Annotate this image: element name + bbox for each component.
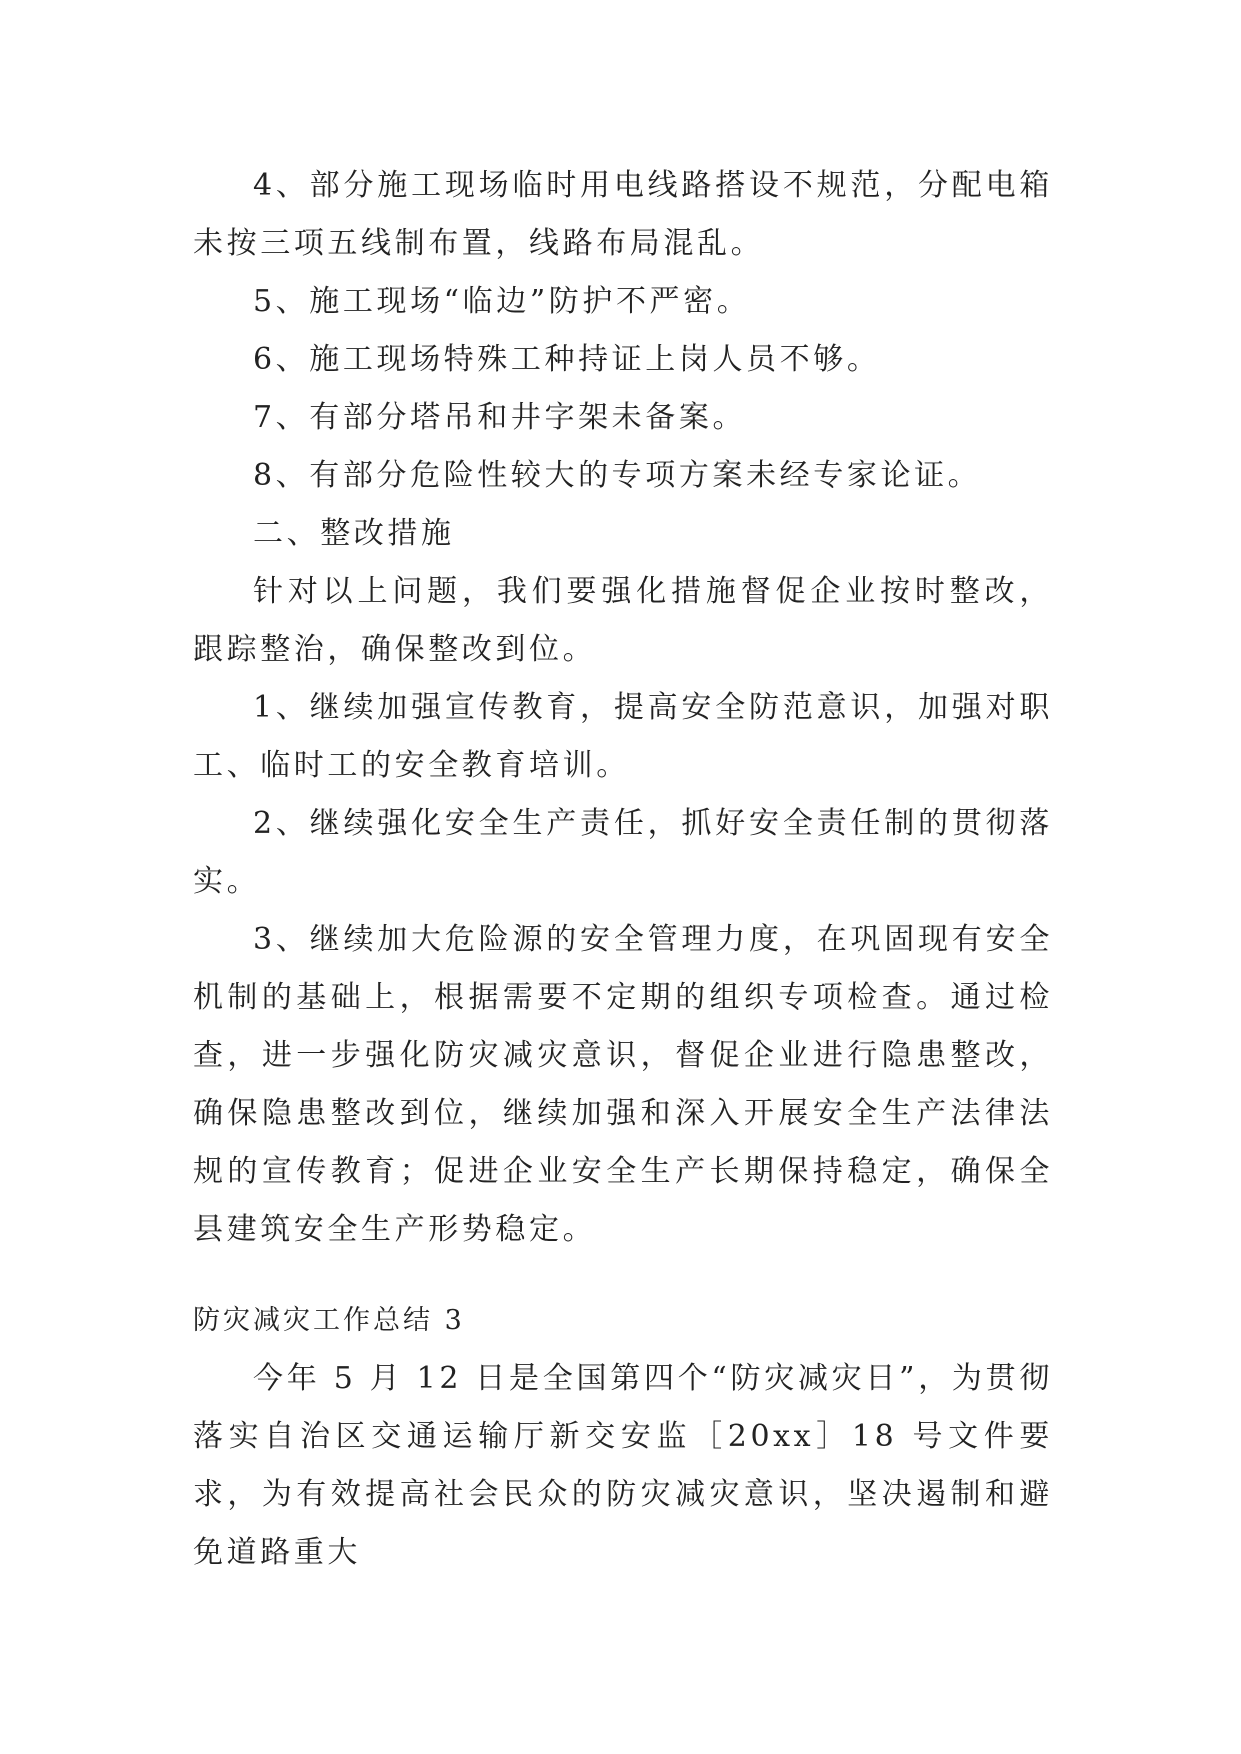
paragraph-item-6: 6、施工现场特殊工种持证上岗人员不够。	[253, 342, 881, 377]
paragraph-measure-1: 1、继续加强宣传教育，提高安全防范意识，加强对职工、临时工的安全教育培训。	[193, 690, 1053, 783]
paragraph-measure-3: 3、继续加大危险源的安全管理力度，在巩固现有安全机制的基础上，根据需要不定期的组织专项检查。通过检查，进一步强化防灾减灾意识，督促企业进行隐患整改，确保隐患整改到位，继续加强和深入开展安全生产法律法规的宣传教育；促进企业安全生产长期保持稳定，确保全县建筑安全生产形势稳定。	[193, 922, 1053, 1247]
section-heading-rectification: 二、整改措施	[253, 516, 455, 551]
document-page	[193, 157, 1053, 1582]
article-heading: 防灾减灾工作总结 3	[193, 1305, 465, 1336]
paragraph-item-7: 7、有部分塔吊和井字架未备案。	[253, 400, 747, 435]
section-spacer	[193, 1259, 1053, 1292]
paragraph-rectification-intro: 针对以上问题，我们要强化措施督促企业按时整改，跟踪整治，确保整改到位。	[193, 574, 1053, 667]
paragraph-item-5: 5、施工现场“临边”防护不严密。	[253, 284, 751, 319]
paragraph-measure-2: 2、继续强化安全生产责任，抓好安全责任制的贯彻落实。	[193, 806, 1053, 899]
paragraph-item-8: 8、有部分危险性较大的专项方案未经专家论证。	[253, 458, 982, 493]
paragraph-article-intro: 今年 5 月 12 日是全国第四个“防灾减灾日”，为贯彻落实自治区交通运输厅新交安监［20xx］18 号文件要求，为有效提高社会民众的防灾减灾意识，坚决遏制和避免道路重大	[193, 1361, 1053, 1570]
paragraph-item-4: 4、部分施工现场临时用电线路搭设不规范，分配电箱未按三项五线制布置，线路布局混乱。	[193, 168, 1053, 261]
